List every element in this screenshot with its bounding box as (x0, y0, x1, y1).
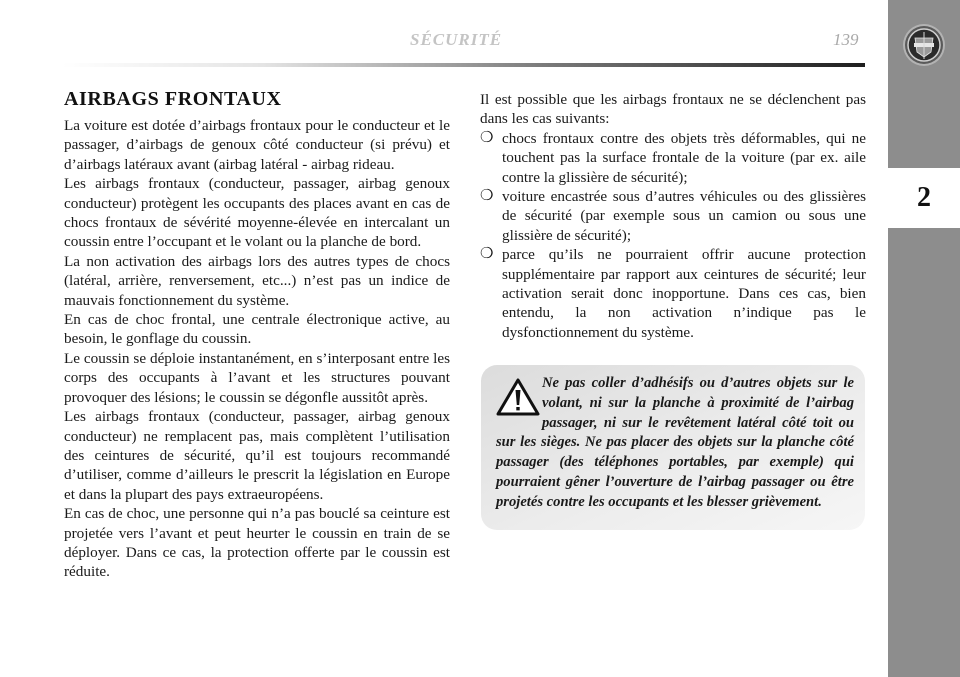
paragraph: Les airbags frontaux (conducteur, passager, airbag genoux conducteur) ne remplacent pas, mais complètent l’utilisation des ceintures de sécurité, qu’il est toujours recommandé d’utiliser, comme d’ailleurs le prescrit la législation en Europe et dans la plupart des pays extraeuropéens. (64, 408, 450, 503)
paragraph: La non activation des airbags lors des autres types de chocs (latéral, arrière, renversement, etc...) n’est pas un indice de mauvais fonctionnement du système. (64, 252, 450, 309)
list-item (480, 129, 866, 187)
chapter-side-tab (888, 0, 960, 677)
list-item-text: parce qu’ils ne pourraient offrir aucune protection supplémentaire par rapport aux ceintures de sécurité; leur activation serait donc inopportune. Dans ces cas, bien entendu, la non activation n’indique pas le dysfonctionnement du système. (502, 246, 866, 341)
circle-bullet-icon: ❍ (480, 129, 494, 146)
case-list (480, 129, 866, 342)
section-heading: AIRBAGS FRONTAUX (64, 88, 282, 110)
circle-bullet-icon: ❍ (480, 246, 494, 263)
section-title: SÉCURITÉ (410, 30, 503, 49)
list-item-text: voiture encastrée sous d’autres véhicules ou des glissières de sécurité (par exemple sous un camion ou sous une glissière de sécurité); (502, 188, 866, 244)
lancia-emblem-icon (905, 26, 943, 64)
list-item (480, 245, 866, 342)
header-rule (62, 63, 865, 67)
circle-bullet-icon: ❍ (480, 188, 494, 205)
paragraph: Le coussin se déploie instantanément, en s’interposant entre les corps des occupants à l’avant et les structures pouvant provoquer des lésions; le coussin se dégonfle aussitôt après. (64, 349, 450, 406)
paragraph: Les airbags frontaux (conducteur, passager, airbag genoux conducteur) protègent les occupants des places avant en cas de chocs frontaux de sévérité moyenne-élevée en intercalant un coussin entre l’occupant et le volant ou la planche de bord. (64, 175, 450, 251)
list-item (480, 187, 866, 245)
warning-text-block (496, 374, 854, 513)
intro-text: Il est possible que les airbags frontaux ne se déclenchent pas dans les cas suivants: (480, 91, 866, 128)
warning-text: Ne pas coller d’adhésifs ou d’autres objets sur le volant, ni sur la planche à proximité de l’airbag passager, ni sur le revêtement latéral côté toit ou sur les sièges. Ne pas placer des objets sur la planche côté passager (des téléphones portables, par exemple) qui pourraient gêner l’ouverture de l’airbag passager ou être projetés contre les occupants et les blesser grièvement. (496, 375, 854, 510)
list-item-text: chocs frontaux contre des objets très déformables, qui ne touchent pas la surface frontale de la voiture (par ex. aile contre la glissière de sécurité); (502, 129, 866, 186)
chapter-number[interactable]: 2 (888, 168, 960, 228)
warning-triangle-icon (496, 378, 540, 416)
left-column (64, 116, 450, 582)
right-column (480, 90, 866, 342)
paragraph: La voiture est dotée d’airbags frontaux pour le conducteur et le passager, d’airbags de genoux côté conducteur (si prévu) et d’airbags latéraux avant (airbag latéral - airbag rideau. (64, 117, 450, 173)
paragraph: En cas de choc frontal, une centrale électronique active, au besoin, le gonflage du coussin. (64, 311, 450, 348)
page-number: 139 (833, 30, 859, 49)
paragraph: En cas de choc, une personne qui n’a pas bouclé sa ceinture est projetée vers l’avant et peut heurter le coussin en train de se déployer. Dans ce cas, la protection offerte par le coussin est réduite. (64, 505, 450, 581)
